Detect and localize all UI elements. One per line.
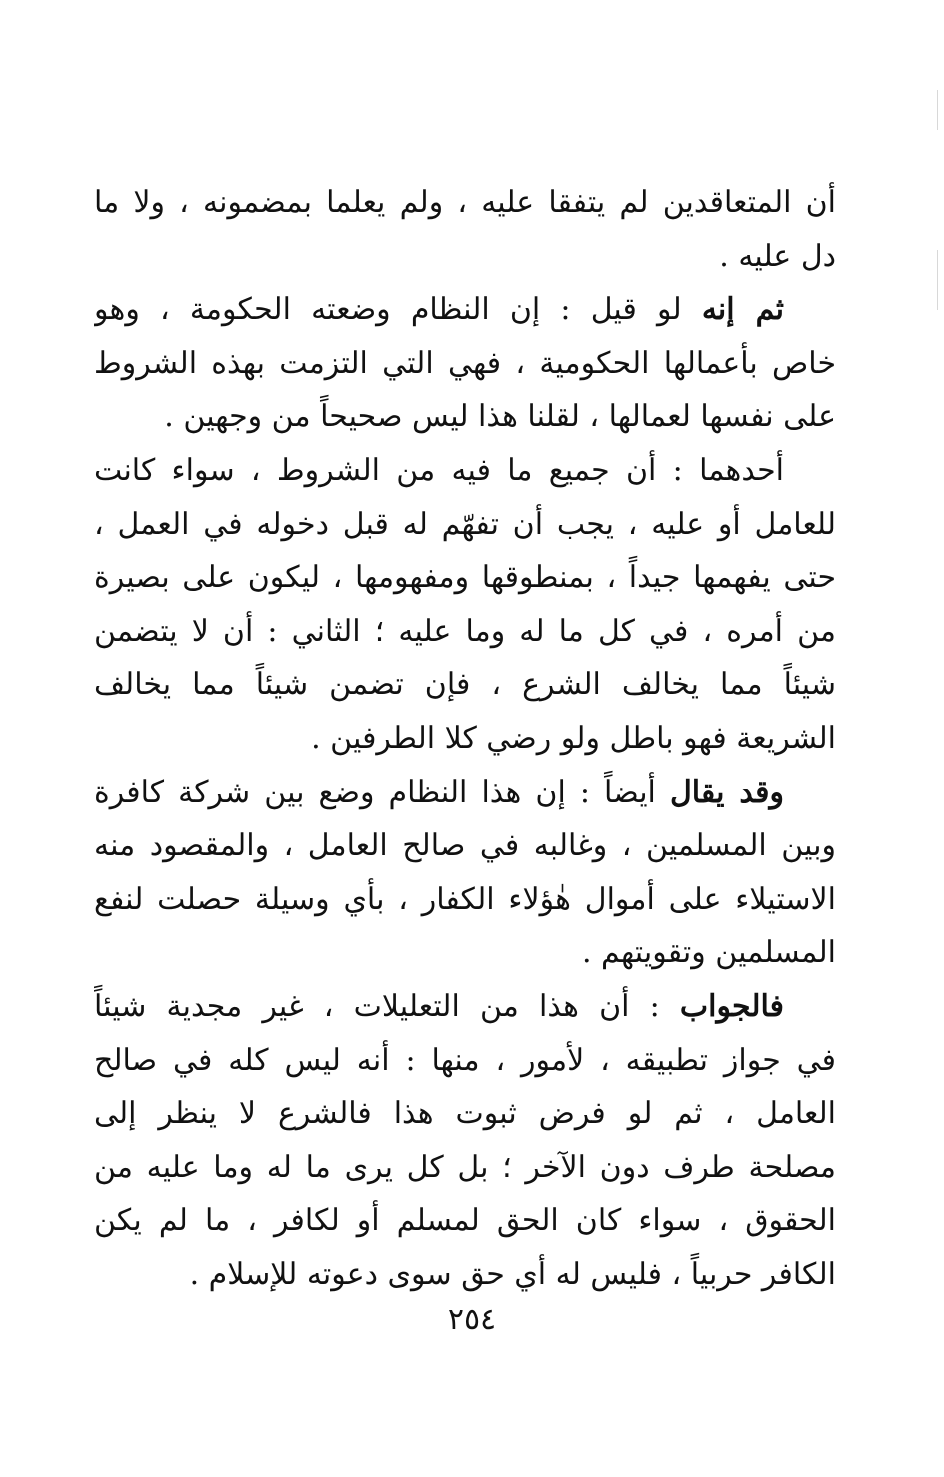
bold-lead-phrase: ثم إنه	[701, 292, 784, 328]
scan-edge-mark	[937, 250, 938, 310]
text-line: الشريعة فهو باطل ولو رضي كلا الطرفين .	[311, 720, 836, 756]
scan-edge-mark	[937, 90, 938, 130]
text-line: شيئاً مما يخالف الشرع ، فإن تضمن شيئاً مما يخالف	[94, 667, 836, 703]
text-line: الاستيلاء على أموال هٰؤلاء الكفار ، بأي وسيلة حصلت لنفع	[94, 881, 836, 917]
text-line: من أمره ، في كل ما له وما عليه ؛ الثاني : أن لا يتضمن	[94, 613, 836, 649]
text-line: خاص بأعمالها الحكومية ، فهي التي التزمت بهذه الشروط	[94, 345, 836, 381]
text-line: الحقوق ، سواء كان الحق لمسلم أو لكافر ، ما لم يكن	[94, 1203, 836, 1239]
text-line: العامل ، ثم لو فرض ثبوت هذا فالشرع لا ينظر إلى	[94, 1096, 836, 1132]
text-line: أحدهما : أن جميع ما فيه من الشروط ، سواء كانت	[94, 452, 784, 488]
bold-lead-phrase: وقد يقال	[669, 774, 784, 810]
text-line: حتى يفهمها جيداً ، بمنطوقها ومفهومها ، ليكون على بصيرة	[94, 560, 836, 596]
text-line: دل عليه .	[719, 238, 836, 274]
text-line: في جواز تطبيقه ، لأمور ، منها : أنه ليس كله في صالح	[94, 1042, 836, 1078]
text-line: المسلمين وتقويتهم .	[581, 935, 836, 971]
text-line: مصلحة طرف دون الآخر ؛ بل كل يرى ما له وما عليه من	[94, 1149, 836, 1185]
text-line: ثم إنه لو قيل : إن النظام وضعته الحكومة ، وهو	[94, 292, 784, 328]
body-text	[94, 176, 836, 1301]
text-line: وبين المسلمين ، وغالبه في صالح العامل ، والمقصود منه	[94, 828, 836, 864]
text-line: فالجواب : أن هذا من التعليلات ، غير مجدية شيئاً	[94, 988, 784, 1024]
bold-lead-phrase: فالجواب	[679, 988, 784, 1024]
text-line: للعامل أو عليه ، يجب أن تفهّم له قبل دخوله في العمل ،	[94, 506, 836, 542]
text-line: أن المتعاقدين لم يتفقا عليه ، ولم يعلما بمضمونه ، ولا ما	[94, 185, 836, 220]
text-line: على نفسها لعمالها ، لقلنا هذا ليس صحيحاً من وجهين .	[164, 399, 836, 435]
page-number: ٢٥٤	[447, 1302, 497, 1337]
text-line: وقد يقال أيضاً : إن هذا النظام وضع بين شركة كافرة	[94, 774, 784, 810]
text-line: الكافر حربياً ، فليس له أي حق سوى دعوته للإسلام .	[189, 1256, 836, 1292]
